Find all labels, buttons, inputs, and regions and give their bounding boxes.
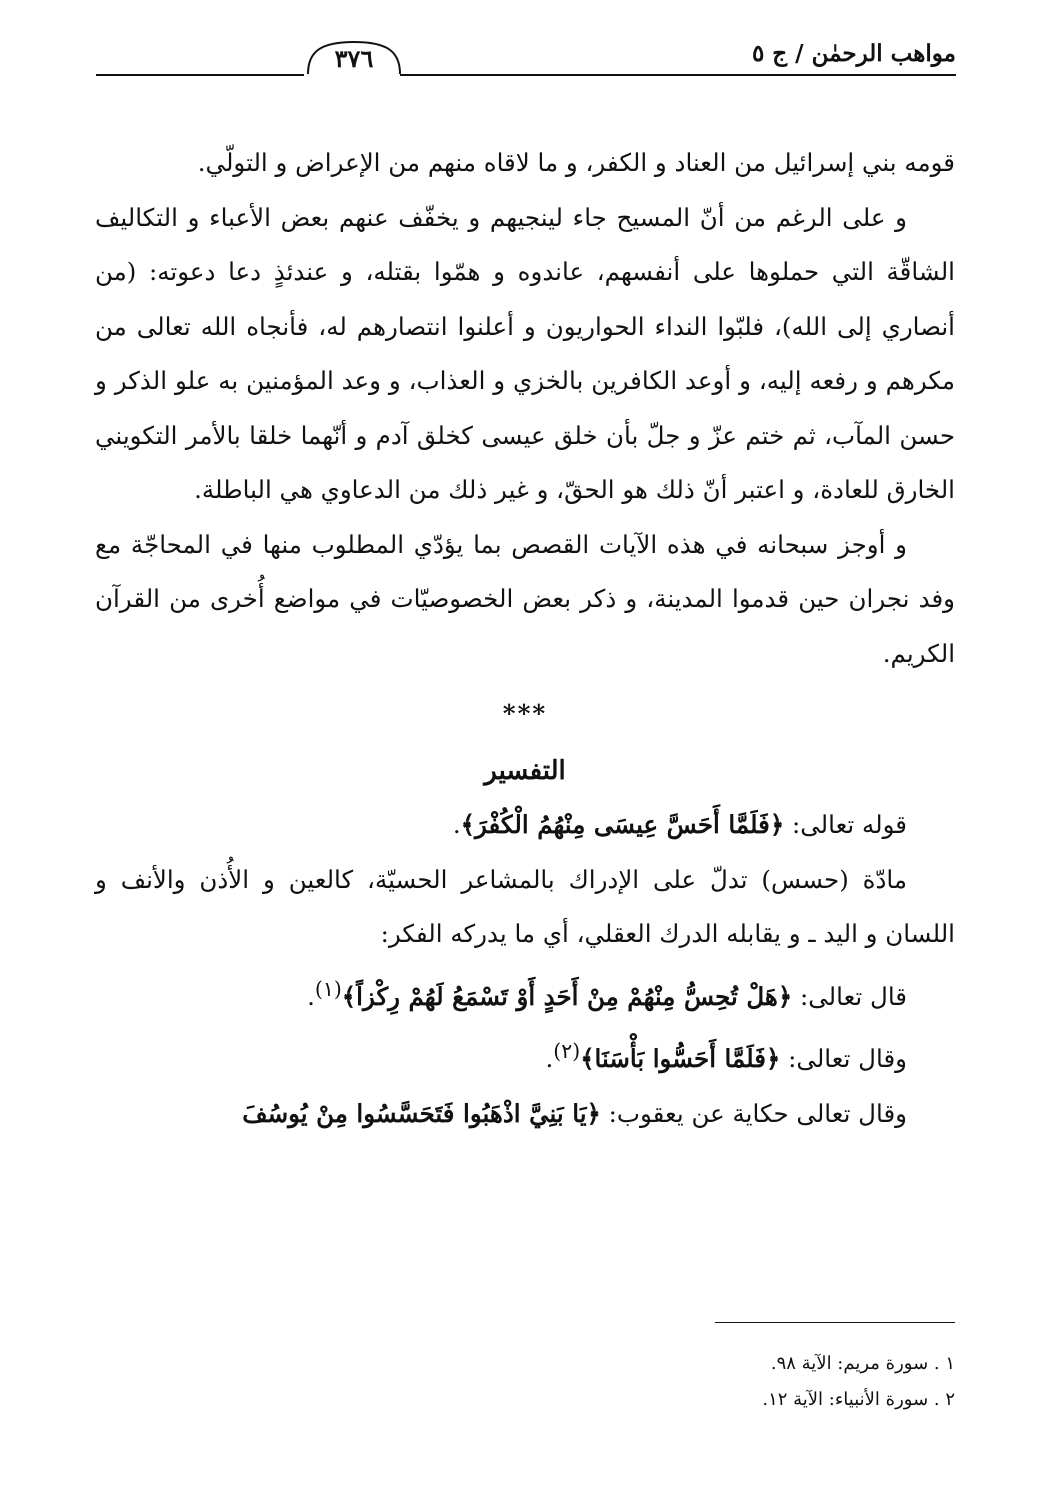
verse-intro: قوله تعالى: <box>792 810 907 839</box>
quote-line-1: قال تعالى: ﴿هَلْ تُحِسُّ مِنْهُمْ مِنْ أَحَدٍ أَوْ تَسْمَعُ لَهُمْ رِكْزاً﴾$^{(١)}$. <box>307 976 907 1011</box>
running-title: مواهب الرحمٰن / ج ٥ <box>751 40 956 67</box>
footnote-1: ١ . سورة مريم: الآية ٩٨. <box>770 1353 955 1374</box>
page-number-frame <box>306 38 402 82</box>
paragraph-3: و أوجز سبحانه في هذه الآيات القصص بما يؤدّي المطلوب منها في المحاجّة مع وفد نجران حين قدموا المدينة، و ذكر بعض الخصوصيّات في مواضع أُخرى من القرآن الكريم. <box>95 529 955 668</box>
section-separator: *** <box>502 699 548 728</box>
verse-quote: ﴿فَلَمَّا أَحَسَّ عِيسَى مِنْهُمُ الْكُفْرَ﴾ <box>460 810 785 839</box>
verse-end: . <box>452 810 461 839</box>
footnotes <box>95 1346 955 1418</box>
quote-2: ﴿فَلَمَّا أَحَسُّوا بَأْسَنَا﴾ <box>580 1044 781 1074</box>
section-title: التفسير <box>484 755 566 786</box>
paragraph-4: مادّة (حسس) تدلّ على الإدراك بالمشاعر الحسيّة، كالعين و الأُذن والأنف و اللسان و اليد ـ و يقابله الدرك العقلي، أي ما يدركه الفكر: <box>95 864 955 948</box>
header-rule-left <box>96 74 304 76</box>
page-number: ٣٧٦ <box>334 44 374 73</box>
quote-2-intro: وقال تعالى: <box>788 1044 907 1074</box>
quote-line-2: وقال تعالى: ﴿فَلَمَّا أَحَسُّوا بَأْسَنَا﴾$^{(٢)}$. <box>545 1039 907 1074</box>
quote-1-intro: قال تعالى: <box>799 981 907 1011</box>
paragraph-2: و على الرغم من أنّ المسيح جاء لينجيهم و يخفّف عنهم بعض الأعباء و التكاليف الشاقّة التي حملوها على أنفسهم، عاندوه و همّوا بقتله، و عندئذٍ دعا دعوته: (من أنصاري إلى الله)، فلبّوا النداء الحواريون و أعلنوا انتصارهم له، فأنجاه الله تعالى من مكرهم و رفعه إليه، و أوعد الكافرين بالخزي و العذاب، و وعد المؤمنين به علو الذكر و حسن المآب، ثم ختم عزّ و جلّ بأن خلق عيسى كخلق آدم و أنّهما خلقا بالأمر التكويني الخارق للعادة، و اعتبر أنّ ذلك هو الحقّ، و غير ذلك من الدعاوي هي الباطلة. <box>95 202 955 504</box>
page-header <box>96 38 956 98</box>
header-rule-right <box>400 74 956 76</box>
quote-3: ﴿يَا بَنِيَّ اذْهَبُوا فَتَحَسَّسُوا مِنْ يُوسُفَ <box>242 1098 601 1128</box>
footnote-rule <box>715 1322 955 1323</box>
paragraph-1: قومه بني إسرائيل من العناد و الكفر، و ما لاقاه منهم من الإعراض و التولّي. <box>197 148 955 177</box>
footnote-ref-1: (١) <box>314 976 342 1001</box>
footnote-2: ٢ . سورة الأنبياء: الآية ١٢. <box>762 1389 955 1410</box>
quote-line-3 <box>95 1087 955 1142</box>
verse-line <box>95 798 955 853</box>
quote-1: ﴿هَلْ تُحِسُّ مِنْهُمْ مِنْ أَحَدٍ أَوْ تَسْمَعُ لَهُمْ رِكْزاً﴾ <box>341 981 793 1011</box>
main-text <box>95 136 955 1141</box>
footnote-ref-2: (٢) <box>553 1039 581 1064</box>
quote-3-intro: وقال تعالى حكاية عن يعقوب: <box>608 1098 907 1128</box>
